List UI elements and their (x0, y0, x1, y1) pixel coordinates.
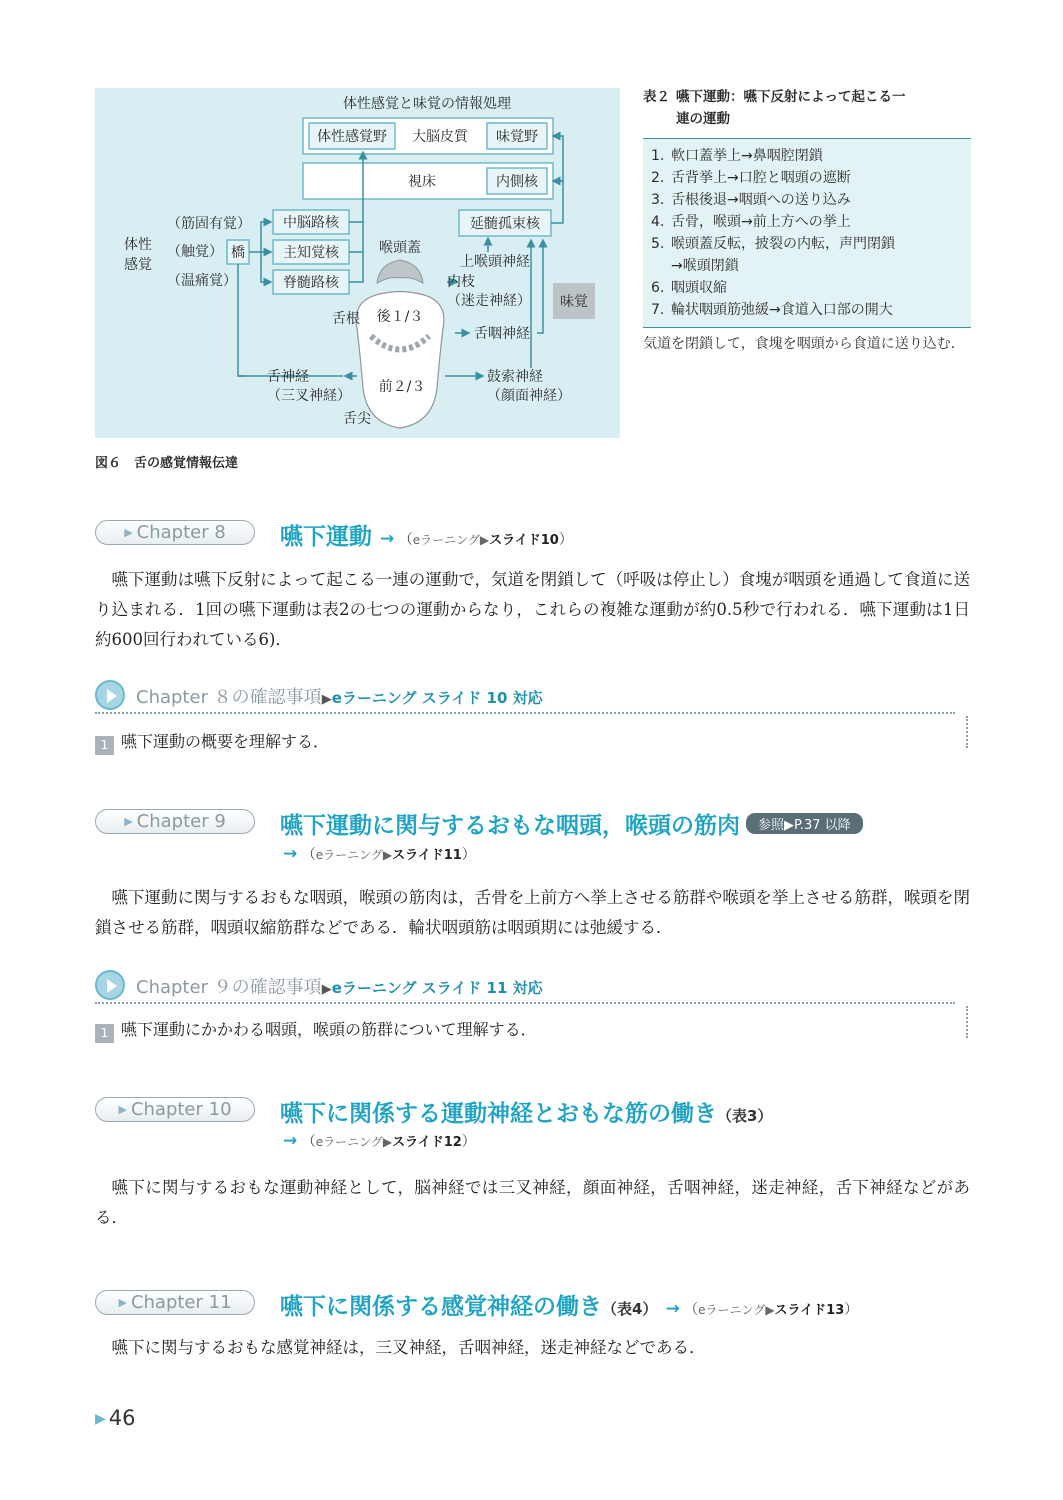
sup-laryngeal-label: 上喉頭神経 (460, 254, 530, 270)
divider (966, 716, 968, 748)
touch-label: （触覚） (167, 244, 223, 260)
elearning-link[interactable]: → （eラーニング▶スライド10） (380, 529, 573, 549)
play-icon (95, 970, 125, 1000)
facial-nerve-label: （顔面神経） (487, 388, 571, 404)
chapter-9-title: 嚥下運動に関与するおもな咽頭，喉頭の筋肉 参照▶P.37 以降 (280, 807, 863, 840)
pons-label: 橋 (231, 245, 245, 261)
table-row: 5. 喉頭蓋反転，披裂の内転，声門閉鎖 (651, 236, 895, 252)
page-number: ▶ 46 (95, 1406, 136, 1430)
internal-branch-label: 内枝 (447, 274, 475, 290)
table-row-continuation: →喉頭閉鎖 (671, 258, 739, 274)
divider (966, 1006, 968, 1038)
cerebral-cortex-label: 大脳皮質 (412, 129, 468, 145)
figure-title: 体性感覚と味覚の情報処理 (343, 96, 511, 112)
elearning-link[interactable]: → （eラーニング▶スライド11） (283, 844, 476, 864)
table-2-number: 表２ (643, 89, 670, 105)
elearning-link[interactable]: → （eラーニング▶スライド13） (665, 1299, 859, 1319)
table-row: 6. 咽頭収縮 (651, 280, 727, 296)
chapter-11-pill: ▶ Chapter 11 (95, 1290, 255, 1315)
figure-caption: 図６ 舌の感覚情報伝達 (95, 456, 239, 471)
divider (95, 712, 955, 714)
somatic-sense-label-1: 体性 (124, 237, 152, 253)
triangle-icon: ▶ (95, 1411, 106, 1427)
posterior-third-label: 後１/３ (376, 309, 424, 325)
chapter-10-title: 嚥下に関係する運動神経とおもな筋の働き（表3） (280, 1101, 773, 1127)
checkpoint-item: 1 嚥下運動の概要を理解する． (95, 729, 329, 755)
chapter-11-title: 嚥下に関係する感覚神経の働き（表4） → （eラーニング▶スライド13） (280, 1294, 859, 1320)
elearning-link[interactable]: → （eラーニング▶スライド12） (283, 1131, 476, 1151)
tongue-root-label: 舌根 (332, 311, 360, 327)
table-2-title-line2: 連の運動 (676, 111, 730, 127)
vagus-label: （迷走神経） (447, 293, 531, 309)
chapter-8-paragraph: 嚥下運動は嚥下反射によって起こる一連の運動で，気道を閉鎖して（呼吸は停止し）食塊が咽頭を通過して食道に送り込まれる．1回の嚥下運動は表2の七つの運動からなり，これらの複雑な運動が約0.5秒で行われる．嚥下運動は1日約600回行われている6)． (95, 570, 970, 649)
table-row: 2. 舌背挙上→口腔と咽頭の遮断 (651, 170, 851, 186)
solitary-nucleus-label: 延髄孤束核 (470, 216, 540, 232)
checkpoint-elearning-link[interactable]: eラーニング スライド 11 対応 (331, 979, 543, 997)
anterior-two-thirds-label: 前２/３ (378, 379, 426, 395)
somatosensory-area-label: 体性感覚野 (317, 129, 387, 145)
chapter-8-title: 嚥下運動 → （eラーニング▶スライド10） (280, 524, 573, 550)
table-row: 1. 軟口蓋挙上→鼻咽腔閉鎖 (651, 148, 823, 164)
table-2-title (643, 86, 971, 130)
table-2-note: 気道を閉鎖して，食塊を咽頭から食道に送り込む． (643, 336, 965, 352)
tongue-tip-label: 舌尖 (343, 411, 371, 427)
checkpoint-elearning-link[interactable]: eラーニング スライド 10 対応 (331, 689, 543, 707)
mesencephalic-nucleus-label: 中脳路核 (283, 215, 339, 231)
principal-nucleus-label: 主知覚核 (283, 245, 339, 261)
chapter-9-pill: ▶ Chapter 9 (95, 809, 255, 834)
taste-area-label: 味覚野 (496, 129, 538, 145)
table-row: 4. 舌骨，喉頭→前上方への挙上 (651, 214, 851, 230)
chapter-8-pill: ▶ Chapter 8 (95, 520, 255, 545)
pain-temp-label: （温痛覚） (167, 273, 237, 289)
somatic-sense-label-2: 感覚 (124, 257, 152, 273)
taste-label: 味覚 (560, 294, 588, 310)
table-ref: （表3） (717, 1107, 773, 1125)
proprioception-label: （筋固有覚） (167, 216, 251, 232)
lingual-nerve-label: 舌神経 (267, 369, 309, 385)
reference-badge[interactable]: 参照▶P.37 以降 (746, 813, 863, 834)
epiglottis-shape (377, 260, 423, 283)
play-icon (95, 680, 125, 710)
glossopharyngeal-label: 舌咽神経 (474, 326, 530, 342)
tongue-sensory-figure (95, 88, 620, 438)
table-2-title-line1: 嚥下運動：嚥下反射によって起こる一 (676, 89, 906, 105)
chapter-9-paragraph: 嚥下運動に関与するおもな咽頭，喉頭の筋肉は，舌骨を上前方へ挙上させる筋群や喉頭を挙上させる筋群，喉頭を閉鎖させる筋群，咽頭収縮筋群などである．輪状咽頭筋は咽頭期には弛緩する． (95, 888, 970, 937)
checkpoint-item: 1 嚥下運動にかかわる咽頭，喉頭の筋群について理解する． (95, 1017, 537, 1043)
table-ref: （表4） (602, 1300, 658, 1318)
medial-nucleus-label: 内側核 (496, 174, 538, 190)
table-2 (643, 86, 971, 354)
chapter-8-checkpoint: Chapter ８の確認事項▶eラーニング スライド 10 対応 (95, 680, 975, 710)
chorda-tympani-label: 鼓索神経 (487, 369, 543, 385)
spinal-nucleus-label: 脊髄路核 (283, 275, 339, 291)
table-2-body (643, 138, 971, 328)
chapter-9-checkpoint: Chapter ９の確認事項▶eラーニング スライド 11 対応 (95, 970, 975, 1000)
divider (95, 1002, 955, 1004)
table-row: 7. 輪状咽頭筋弛緩→食道入口部の開大 (651, 302, 893, 318)
figure-diagram (95, 88, 620, 438)
epiglottis-label: 喉頭蓋 (379, 240, 421, 256)
trigeminal-label: （三叉神経） (267, 388, 351, 404)
chapter-11-paragraph: 嚥下に関与するおもな感覚神経は，三叉神経，舌咽神経，迷走神経などである． (111, 1338, 706, 1357)
chapter-10-paragraph: 嚥下に関与するおもな運動神経として，脳神経では三叉神経，顔面神経，舌咽神経，迷走神経，舌下神経などがある． (95, 1178, 970, 1227)
chapter-10-pill: ▶ Chapter 10 (95, 1097, 255, 1122)
table-row: 3. 舌根後退→咽頭への送り込み (651, 192, 851, 208)
thalamus-label: 視床 (408, 174, 436, 190)
